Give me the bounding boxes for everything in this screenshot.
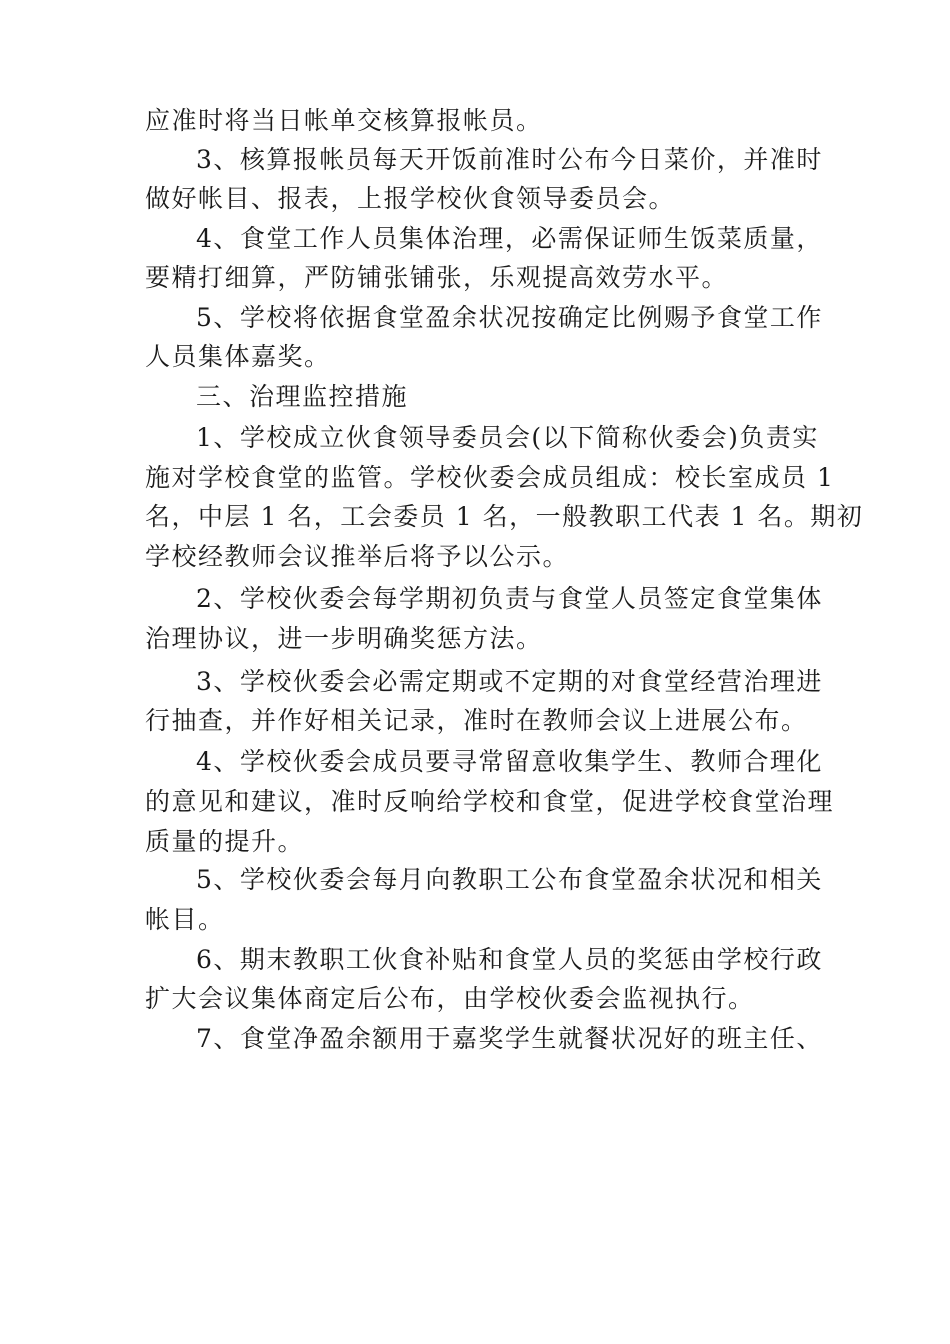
text-line: 4、食堂工作人员集体治理，必需保证师生饭菜质量， [196,224,823,253]
text-line: 做好帐目、报表，上报学校伙食领导委员会。 [145,184,676,213]
text-line: 5、学校将依据食堂盈余状况按确定比例赐予食堂工作 [196,303,823,332]
text-line: 3、学校伙委会必需定期或不定期的对食堂经营治理进 [196,667,823,696]
text-line: 施对学校食堂的监管。学校伙委会成员组成：校长室成员 1 [145,463,835,492]
text-line: 1、学校成立伙食领导委员会(以下简称伙委会)负责实 [196,423,819,452]
text-line: 扩大会议集体商定后公布，由学校伙委会监视执行。 [145,984,755,1013]
section-heading: 三、治理监控措施 [196,382,409,411]
text-line: 要精打细算，严防铺张铺张，乐观提高效劳水平。 [145,263,729,292]
text-line: 人员集体嘉奖。 [145,342,331,371]
text-line: 2、学校伙委会每学期初负责与食堂人员签定食堂集体 [196,584,823,613]
text-line: 帐目。 [145,905,225,934]
text-line: 5、学校伙委会每月向教职工公布食堂盈余状况和相关 [196,865,823,894]
text-line: 行抽查，并作好相关记录，准时在教师会议上进展公布。 [145,706,808,735]
text-line: 3、核算报帐员每天开饭前准时公布今日菜价，并准时 [196,145,823,174]
text-line: 4、学校伙委会成员要寻常留意收集学生、教师合理化 [196,747,823,776]
text-line: 名，中层 1 名，工会委员 1 名，一般教职工代表 1 名。期初 [145,502,864,531]
text-line: 的意见和建议，准时反响给学校和食堂，促进学校食堂治理 [145,787,835,816]
text-line: 学校经教师会议推举后将予以公示。 [145,542,570,571]
text-line: 治理协议，进一步明确奖惩方法。 [145,624,543,653]
text-line: 7、食堂净盈余额用于嘉奖学生就餐状况好的班主任、 [196,1024,823,1053]
text-line: 6、期末教职工伙食补贴和食堂人员的奖惩由学校行政 [196,945,823,974]
text-line: 应准时将当日帐单交核算报帐员。 [145,106,543,135]
text-line: 质量的提升。 [145,827,305,856]
